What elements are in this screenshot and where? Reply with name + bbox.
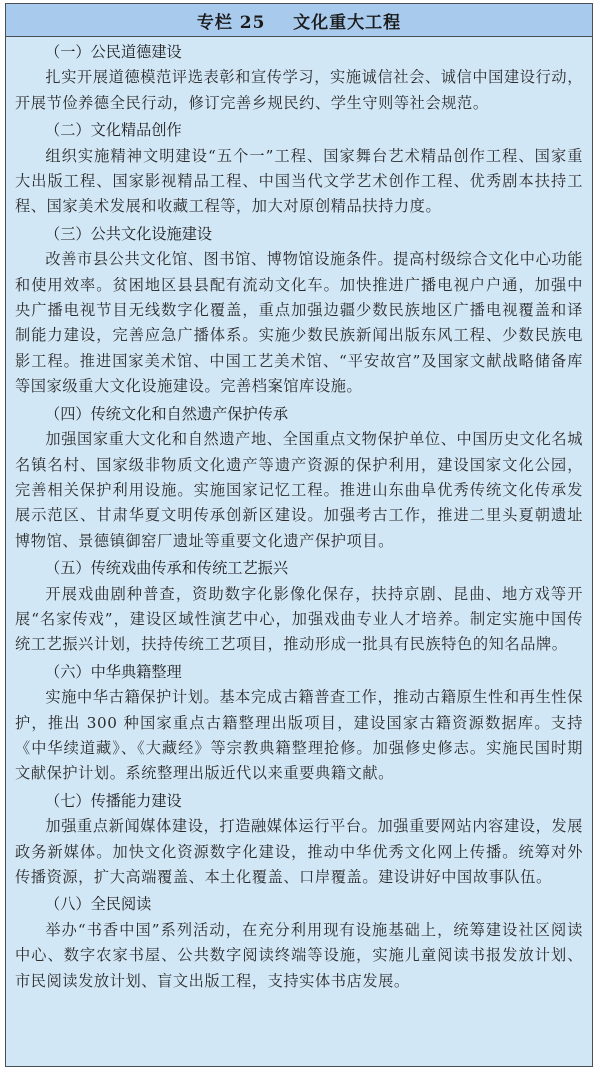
section-heading: （五）传统戏曲传承和传统工艺振兴 [45, 559, 288, 578]
section-heading: （一）公民道德建设 [45, 43, 182, 61]
section-body: 开展戏曲剧种普查，资助数字化影像化保存，扶持京剧、昆曲、地方戏等开展“名家传戏”，建设区域性演艺中心，加强戏曲专业人才培养。制定实施中国传统工艺振兴计划，扶持传统工艺项目，推动形成一批具有民族特色的知名品牌。 [15, 584, 583, 654]
section-body: 组织实施精神文明建设“五个一”工程、国家舞台艺术精品创作工程、国家重大出版工程、国家影视精品工程、中国当代文学艺术创作工程、优秀剧本扶持工程、国家美术发展和收藏工程等，加大对原创精品扶持力度。 [15, 146, 583, 216]
section-body: 扎实开展道德模范评选表彰和宣传学习，实施诚信社会、诚信中国建设行动，开展节俭养德全民行动，修订完善乡规民约、学生守则等社会规范。 [15, 68, 583, 112]
section-heading: （三）公共文化设施建设 [45, 224, 213, 243]
section-heading: （二）文化精品创作 [45, 121, 182, 140]
section-classics-collation [15, 660, 583, 787]
section-opera-crafts [15, 556, 583, 658]
section-heading: （七）传播能力建设 [45, 791, 182, 810]
column-title: 专栏 25 文化重大工程 [196, 12, 402, 33]
section-body: 加强国家重大文化和自然遗产地、全国重点文物保护单位、中国历史文化名城名镇名村、国家级非物质文化遗产等遗产资源的保护利用，建设国家文化公园，完善相关保护利用设施。实施国家记忆工程。推进山东曲阜优秀传统文化传承发展示范区、甘肃华夏文明传承创新区建设。加强考古工作，推进二里头夏朝遗址博物馆、景德镇御窑厂遗址等重要文化遗产保护项目。 [15, 430, 583, 550]
section-public-facilities [15, 222, 583, 400]
section-body: 举办“书香中国”系列活动，在充分利用现有设施基础上，统筹建设社区阅读中心、数字农家书屋、公共数字阅读终端等设施，实施儿童阅读书报发放计划、市民阅读发放计划、盲文出版工程，支持实体书店发展。 [15, 920, 583, 990]
section-body: 改善市县公共文化馆、图书馆、博物馆设施条件。提高村级综合文化中心功能和使用效率。贫困地区县县配有流动文化车。加快推进广播电视户户通，加强中央广播电视节目无线数字化覆盖，重点加强边疆少数民族地区广播电视覆盖和译制能力建设，完善应急广播体系。实施少数民族新闻出版东风工程、少数民族电影工程。推进国家美术馆、中国工艺美术馆、“平安故宫”及国家文献战略储备库等国家级重大文化设施建设。完善档案馆库设施。 [15, 250, 583, 396]
column-content [6, 37, 592, 994]
column-header [6, 4, 592, 37]
section-heading: （四）传统文化和自然遗产保护传承 [45, 404, 288, 423]
column-box [5, 3, 593, 1067]
section-civic-morality [15, 40, 583, 116]
section-national-reading [15, 892, 583, 994]
section-cultural-works [15, 118, 583, 220]
section-communication-capacity [15, 789, 583, 891]
section-body: 实施中华古籍保护计划。基本完成古籍普查工作，推动古籍原生性和再生性保护，推出 300 种国家重点古籍整理出版项目，建设国家古籍资源数据库。支持《中华续道藏》、《大藏经》等宗教典籍整理抢修。加强修史修志。实施民国时期文献保护计划。系统整理出版近代以来重要典籍文献。 [15, 688, 583, 783]
section-heading: （八）全民阅读 [45, 895, 152, 914]
section-heritage-protection [15, 402, 583, 554]
section-body: 加强重点新闻媒体建设，打造融媒体运行平台。加强重要网站内容建设，发展政务新媒体。加快文化资源数字化建设，推动中华优秀文化网上传播。统筹对外传播资源，扩大高端覆盖、本土化覆盖、口岸覆盖。建设讲好中国故事队伍。 [15, 817, 583, 886]
section-heading: （六）中华典籍整理 [45, 662, 182, 681]
